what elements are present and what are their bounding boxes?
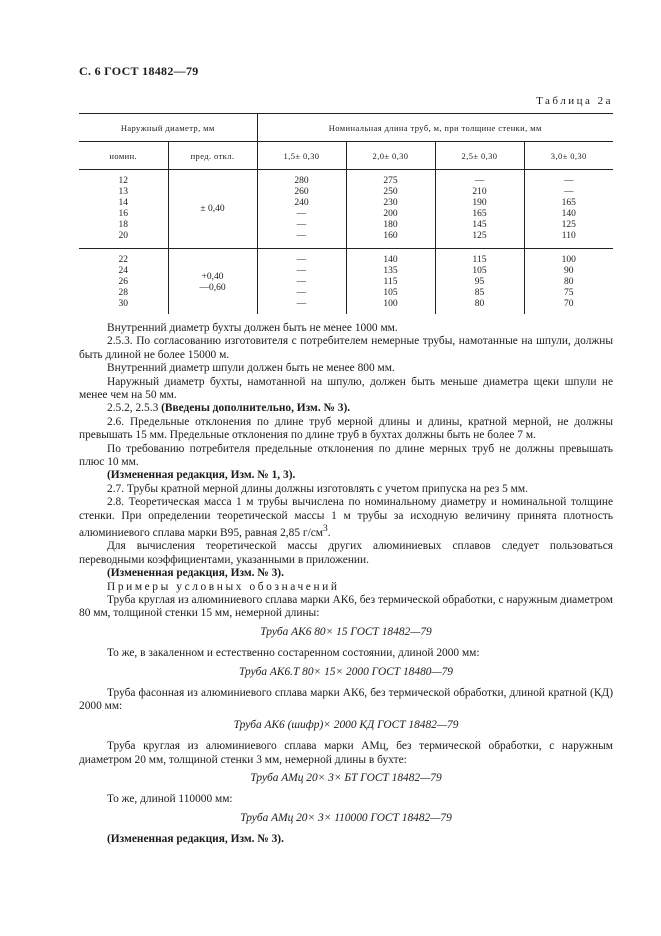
table-cell: 125: [472, 231, 487, 241]
diameter-cell: [79, 170, 168, 249]
table-cell: 30: [118, 299, 128, 309]
designation-formula: Труба АМц 20× 3× 110000 ГОСТ 18482—79: [240, 811, 452, 824]
table-cell: 80: [564, 277, 574, 287]
amendment-text: (Введены дополнительно, Изм. № 3).: [161, 402, 351, 415]
table-cell: —: [296, 288, 307, 298]
table-cell: 190: [472, 198, 487, 208]
table-cell: 14: [118, 198, 128, 208]
table-cell: 105: [383, 288, 398, 298]
table-cell: 18: [118, 220, 128, 230]
table-cell: 110: [561, 231, 576, 241]
table-cell: 70: [564, 299, 574, 309]
table-cell: —: [296, 231, 307, 241]
tolerance-cell: [168, 249, 257, 315]
table-cell: 26: [118, 277, 128, 287]
table-cell: 12: [118, 176, 128, 186]
paragraph: Труба круглая из алюминиевого сплава марки АМц, без термической обработки, с наружным диаметром 20 мм, толщиной стенки 3 мм, немерной длины в бухте:: [79, 740, 613, 766]
length-cell: [257, 249, 346, 315]
table-cell: 165: [561, 198, 576, 208]
table-cell: —: [296, 299, 307, 309]
tolerance-cell: [168, 170, 257, 249]
table-cell: 250: [383, 187, 398, 197]
length-cell: [346, 249, 435, 315]
length-cell: [524, 249, 613, 315]
amendment-note: (Измененная редакция, Изм. № 1, 3).: [107, 469, 296, 482]
paragraph: 2.7. Трубы кратной мерной длины должны изготовлять с учетом припуска на рез 5 мм.: [107, 482, 528, 495]
table-cell: 95: [474, 277, 485, 287]
table-cell: 13: [118, 187, 128, 197]
designation-formula: Труба АМц 20× 3× БТ ГОСТ 18482—79: [250, 771, 442, 784]
table-cell: 140: [383, 255, 398, 265]
paragraph: 2.5.3. По согласованию изготовителя с потребителем немерные трубы, намотанные на шпули, должны быть длиной не более 15000 м.: [79, 335, 613, 361]
table-cell: 24: [118, 266, 128, 276]
table-cell: —: [296, 255, 307, 265]
paragraph: То же, длиной 110000 мм:: [107, 793, 233, 806]
table-cell: —: [296, 266, 307, 276]
col-header-wall-3-0: 3,0± 0,30: [524, 142, 613, 170]
length-cell: [524, 170, 613, 249]
table-cell: —: [296, 220, 307, 230]
table-cell: 20: [118, 231, 128, 241]
paragraph: Внутренний диаметр бухты должен быть не менее 1000 мм.: [107, 322, 398, 334]
table-cell: 180: [383, 220, 398, 230]
amendment-note: (Измененная редакция, Изм. № 3).: [107, 567, 284, 580]
table-cell: 90: [564, 266, 574, 276]
paragraph-end: .: [327, 526, 331, 539]
paragraph-text: 2.8. Теоретическая масса 1 м трубы вычислена по номинальному диаметру и номинальной толщине стенки. При определении теоретической массы 1 м трубы за исходную величину принята плотность алюминиевого сплава марки В95, равная 2,85 г/см: [79, 496, 613, 539]
col-header-wall-2-0: 2,0± 0,30: [346, 142, 435, 170]
length-cell: [435, 249, 524, 315]
amendment-note: [79, 402, 613, 415]
table-cell: —: [474, 176, 485, 186]
section-heading: Примеры условных обозначений: [107, 580, 340, 593]
table-cell: 105: [472, 266, 487, 276]
header-outer-diameter: Наружный диаметр, мм: [79, 114, 257, 142]
paragraph: Наружный диаметр бухты, намотанной на шпулю, должен быть меньше диаметра щеки шпули не менее чем на 50 мм.: [79, 375, 613, 402]
designation-formula: Труба АК6.Т 80× 15× 2000 ГОСТ 18480—79: [239, 665, 453, 678]
table-cell: 200: [383, 209, 398, 219]
paragraph: [79, 496, 613, 540]
table-row-group-1: [79, 170, 613, 249]
table-cell: —: [296, 277, 307, 287]
paragraph: Труба круглая из алюминиевого сплава марки АК6, без термической обработки, с наружным диаметром 80 мм, толщиной стенки 15 мм, немерной длины:: [79, 593, 613, 620]
superscript: 3: [323, 524, 328, 535]
paragraph: По требованию потребителя предельные отклонения по длине мерных труб не должны превышать плюс 10 мм.: [79, 442, 613, 469]
col-header-tolerance: пред. откл.: [168, 142, 257, 170]
table-cell: 145: [472, 220, 487, 230]
col-header-wall-2-5: 2,5± 0,30: [435, 142, 524, 170]
table-cell: 85: [474, 288, 485, 298]
tolerance-value: ± 0,40: [200, 203, 225, 214]
table-cell: 75: [564, 288, 574, 298]
table-row-group-2: [79, 249, 613, 315]
col-header-nominal: номин.: [79, 142, 168, 170]
table-cell: 100: [561, 255, 576, 265]
table-cell: 135: [383, 266, 398, 276]
table-cell: 240: [294, 198, 309, 208]
table-cell: 100: [383, 299, 398, 309]
table-cell: 115: [383, 277, 398, 287]
table-cell: 260: [294, 187, 309, 197]
paragraph: Для вычисления теоретической массы других алюминиевых сплавов следует пользоваться переводными коэффициентами, указанными в приложении.: [79, 540, 613, 566]
paragraph: То же, в закаленном и естественно состаренном состоянии, длиной 2000 мм:: [107, 647, 480, 660]
table-cell: 210: [472, 187, 487, 197]
amendment-note: (Измененная редакция, Изм. № 3).: [107, 833, 284, 846]
clause-refs: 2.5.2, 2.5.3: [107, 402, 162, 415]
tolerance-minus: —0,60: [199, 282, 226, 293]
body-text: [79, 322, 613, 847]
table-cell: 165: [472, 209, 487, 219]
paragraph: Труба фасонная из алюминиевого сплава марки АК6, без термической обработки, длиной кратной (КД) 2000 мм:: [79, 686, 613, 713]
page-header: С. 6 ГОСТ 18482—79: [79, 64, 199, 78]
length-cell: [257, 170, 346, 249]
table-cell: 280: [294, 176, 309, 186]
table-cell: 230: [383, 198, 398, 208]
paragraph: 2.6. Предельные отклонения по длине труб мерной длины и длины, кратной мерной, не должны превышать 15 мм. Предельные отклонения по длине труб в бухтах должны быть не более 7 м.: [79, 415, 613, 442]
table-cell: —: [564, 176, 574, 186]
header-nominal-length: Номинальная длина труб, м, при толщине стенки, мм: [257, 114, 613, 142]
table-label: Таблица 2а: [536, 95, 613, 107]
designation-formula: Труба АК6 80× 15 ГОСТ 18482—79: [260, 625, 432, 638]
table-cell: 80: [474, 299, 485, 309]
table-cell: 115: [472, 255, 487, 265]
length-table: [79, 113, 613, 314]
table-cell: —: [296, 209, 307, 219]
table-cell: 125: [561, 220, 576, 230]
table-cell: 16: [118, 209, 128, 219]
tolerance-plus: +0,40: [201, 271, 224, 282]
table-cell: 275: [383, 176, 398, 186]
table-cell: 22: [118, 255, 128, 265]
table-cell: 28: [118, 288, 128, 298]
length-cell: [435, 170, 524, 249]
col-header-wall-1-5: 1,5± 0,30: [257, 142, 346, 170]
table-cell: —: [564, 187, 574, 197]
table-cell: 160: [383, 231, 398, 241]
table-cell: 140: [561, 209, 576, 219]
length-cell: [346, 170, 435, 249]
paragraph: Внутренний диаметр шпули должен быть не менее 800 мм.: [107, 362, 395, 375]
designation-formula: Труба АК6 (шифр)× 2000 КД ГОСТ 18482—79: [233, 718, 459, 731]
diameter-cell: [79, 249, 168, 315]
